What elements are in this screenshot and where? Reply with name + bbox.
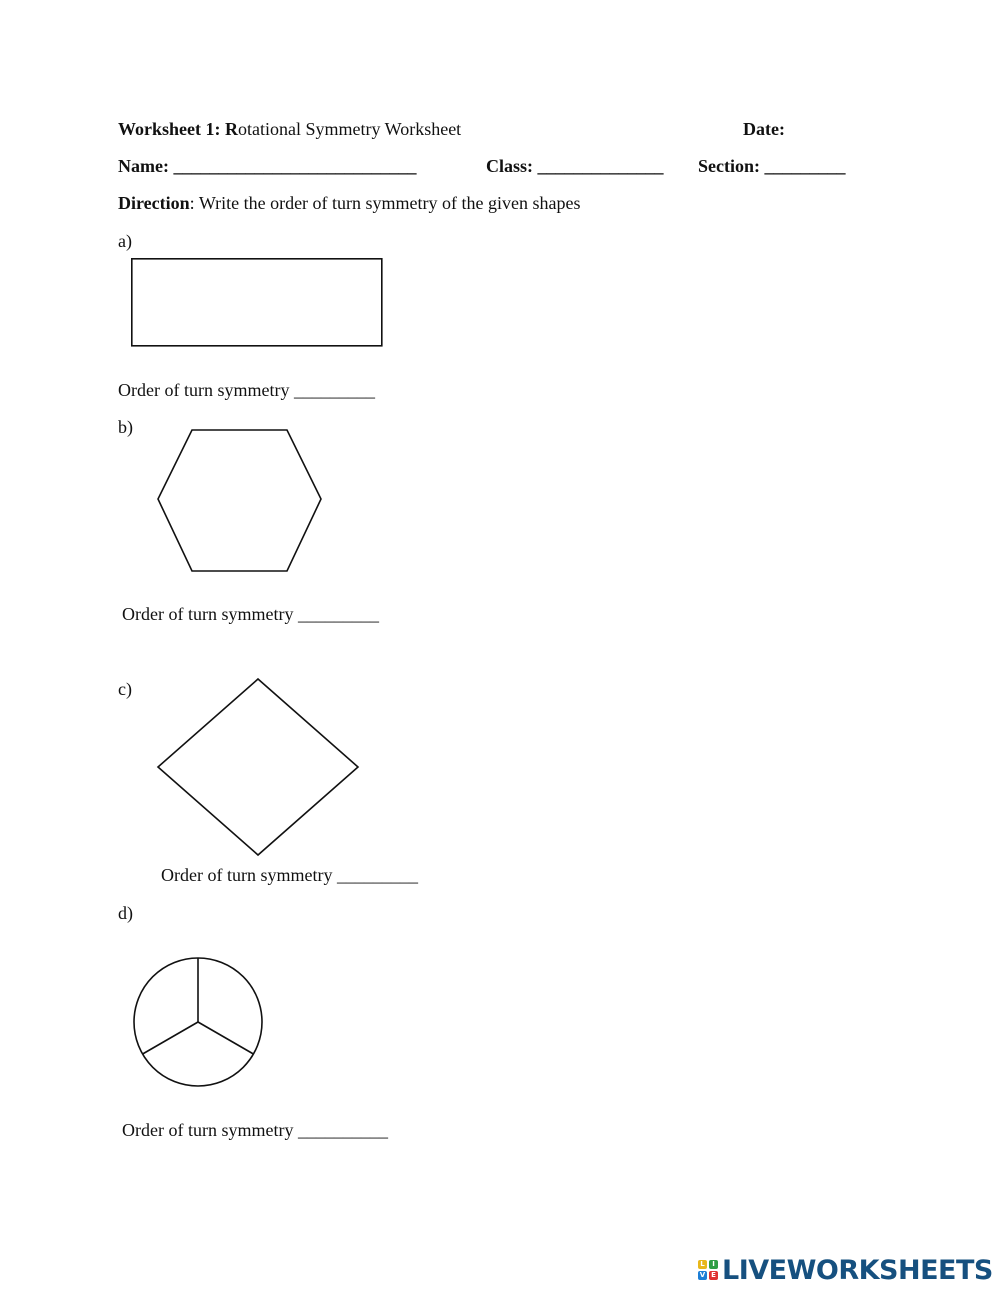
name-field[interactable] [118, 155, 416, 177]
direction-line [118, 192, 581, 214]
section-label: Section: [698, 156, 760, 176]
worksheet-title-bold: Worksheet 1: R [118, 119, 238, 139]
logo-text: LIVEWORKSHEETS [722, 1254, 993, 1286]
question-c-label: c) [118, 679, 132, 699]
question-a-answer[interactable]: Order of turn symmetry _________ [118, 380, 375, 400]
logo-mark-icon: L I V E [698, 1260, 718, 1280]
question-b-label: b) [118, 417, 133, 437]
hexagon-shape [155, 428, 325, 574]
class-blank[interactable]: ______________ [537, 156, 664, 176]
question-c-answer[interactable]: Order of turn symmetry _________ [161, 865, 418, 885]
circle-three-sectors-shape [131, 955, 265, 1089]
rhombus-shape [155, 677, 361, 858]
direction-label: Direction [118, 193, 190, 213]
name-blank[interactable]: ___________________________ [173, 156, 417, 176]
section-blank[interactable]: _________ [764, 156, 846, 176]
liveworksheets-logo [698, 1256, 993, 1284]
name-label: Name: [118, 156, 169, 176]
question-d-label: d) [118, 903, 133, 923]
direction-text: : Write the order of turn symmetry of the given shapes [189, 193, 581, 213]
question-d-answer[interactable]: Order of turn symmetry __________ [122, 1120, 388, 1140]
section-field[interactable] [698, 155, 846, 177]
question-a-label: a) [118, 231, 132, 251]
worksheet-title-rest: otational Symmetry Worksheet [238, 119, 462, 139]
question-b-answer[interactable]: Order of turn symmetry _________ [122, 604, 379, 624]
worksheet-title [118, 118, 461, 140]
rectangle-shape [131, 258, 383, 347]
class-label: Class: [486, 156, 534, 176]
date-label: Date: [743, 119, 785, 139]
class-field[interactable] [486, 155, 664, 177]
